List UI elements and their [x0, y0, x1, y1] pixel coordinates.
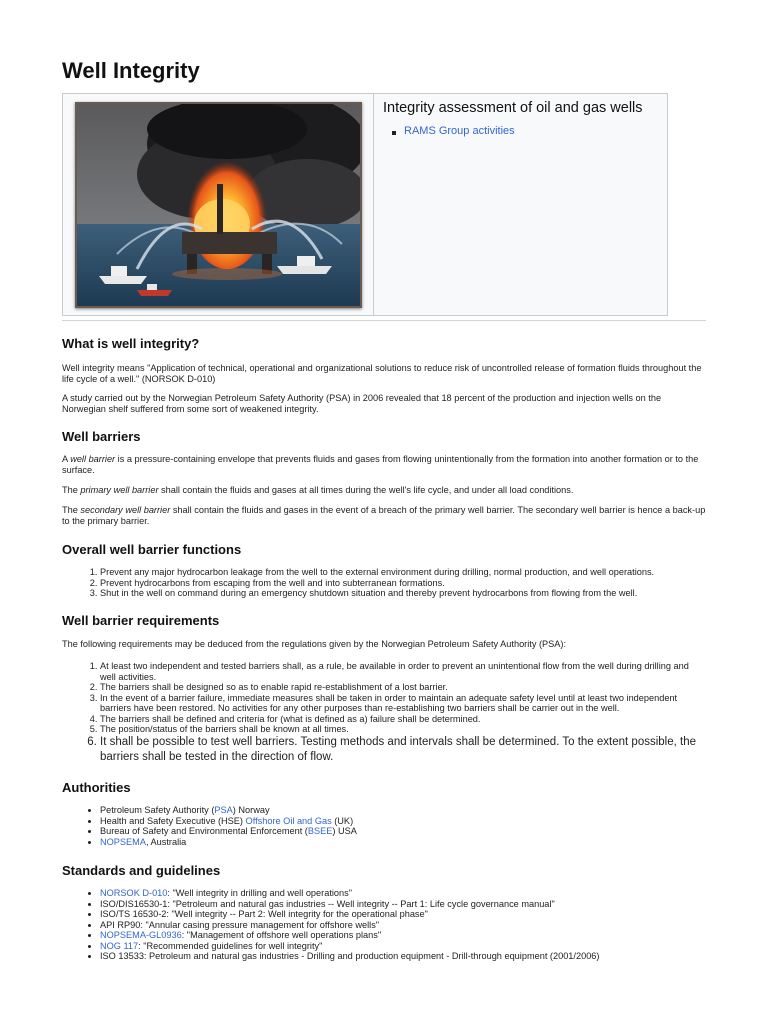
infobox [62, 93, 668, 316]
nopsema-gl0936-link[interactable]: NOPSEMA-GL0936 [100, 930, 182, 940]
section-requirements [62, 613, 706, 765]
nog-117-link[interactable]: NOG 117 [100, 940, 139, 951]
heading-what-is: What is well integrity? [62, 336, 200, 351]
offshore-oil-gas-link[interactable]: Offshore Oil and Gas [245, 815, 332, 826]
requirements-list [62, 661, 706, 765]
rig-fire-image [77, 104, 360, 306]
standards-list [62, 888, 706, 962]
barriers-paragraph-3: The secondary well barrier shall contain the fluids and gases in the event of a breach of the primary well barrier. The secondary well barrier is hence a back-up to the primary barrier. [62, 505, 706, 526]
rams-group-link[interactable]: RAMS Group activities [383, 126, 515, 137]
heading-well-barriers: Well barriers [62, 429, 141, 444]
list-item: • Health and Safety Executive (HSE) Offshore Oil and Gas (UK) [100, 816, 706, 827]
norsok-d010-link[interactable]: NORSOK D-010 [100, 888, 168, 898]
section-functions [62, 542, 706, 599]
infobox-image-cell [63, 94, 374, 315]
list-item: 5. The position/status of the barriers shall be known at all times. [100, 724, 706, 735]
list-item: 4. The barriers shall be defined and criteria for (what is defined as a) failure shall be determined. [100, 714, 706, 725]
infobox-links [383, 126, 515, 137]
list-item: • NORSOK D-010: "Well integrity in drilling and well operations" [100, 888, 706, 899]
list-item: • Bureau of Safety and Environmental Enforcement (BSEE) USA [100, 826, 706, 837]
term-well-barrier: well barrier [70, 454, 116, 464]
heading-requirements: Well barrier requirements [62, 613, 220, 628]
section-what-is [62, 336, 706, 415]
nopsema-link[interactable]: NOPSEMA [100, 836, 146, 847]
barriers-paragraph-1: A well barrier is a pressure-containing envelope that prevents fluids and gases from flowing unintentionally from the formation into another formation or to the surface. [62, 454, 699, 475]
list-item: • NOPSEMA-GL0936: "Management of offshore well operations plans" [100, 930, 706, 941]
section-authorities [62, 780, 706, 847]
authorities-list [62, 805, 706, 847]
list-item: • API RP90: "Annular casing pressure management for offshore wells" [100, 920, 706, 931]
list-item: • ISO/TS 16530-2: "Well integrity -- Part 2: Well integrity for the operational phase" [100, 909, 706, 920]
barriers-paragraph-2: The primary well barrier shall contain the fluids and gases at all times during the well's life cycle, and under all load conditions. [62, 485, 574, 495]
list-item: 6. It shall be possible to test well barriers. Testing methods and intervals shall be determined. To the extent possible, the barriers shall be tested in the direction of flow. [100, 735, 706, 765]
bsee-link[interactable]: BSEE [307, 826, 333, 836]
heading-authorities: Authorities [62, 780, 131, 795]
infobox-title: Integrity assessment of oil and gas wells [383, 100, 643, 116]
term-secondary-barrier: secondary well barrier [80, 505, 171, 515]
requirements-intro: The following requirements may be deduced from the regulations given by the Norwegian Petroleum Safety Authority (PSA): [62, 639, 567, 649]
term-primary-barrier: primary well barrier [80, 485, 159, 495]
heading-functions: Overall well barrier functions [62, 542, 242, 557]
rig-fire-photo[interactable] [75, 102, 362, 308]
list-item: • NOG 117: "Recommended guidelines for well integrity" [100, 941, 706, 952]
list-item: • Petroleum Safety Authority (PSA) Norway [100, 805, 706, 816]
list-item: • NOPSEMA, Australia [100, 837, 706, 848]
list-item: 1. Prevent any major hydrocarbon leakage from the well to the external environment during drilling, normal production, and well operations. [100, 567, 706, 578]
section-standards [62, 863, 706, 962]
psa-link[interactable]: PSA [214, 805, 233, 815]
list-item: 2. The barriers shall be designed so as to enable rapid re-establishment of a lost barrier. [100, 682, 706, 693]
list-item: 1. At least two independent and tested barriers shall, as a rule, be available in order to prevent an unintentional flow from the well during drilling and well activities. [100, 661, 706, 682]
list-item: • ISO 13533: Petroleum and natural gas industries - Drilling and production equipment - Drill-through equipment (2001/2006) [100, 951, 706, 962]
what-is-paragraph-1: Well integrity means "Application of technical, operational and organizational solutions to reduce risk of uncontrolled release of formation fluids throughout the life cycle of a well." (NORSOK D-010) [62, 363, 702, 384]
functions-list [62, 567, 706, 599]
list-item: 2. Prevent hydrocarbons from escaping from the well and into subterranean formations. [100, 578, 706, 589]
section-well-barriers [62, 429, 706, 527]
list-item: • ISO/DIS16530-1: "Petroleum and natural gas industries -- Well integrity -- Part 1: Life cycle governance manual" [100, 899, 706, 910]
list-item: 3. Shut in the well on command during an emergency shutdown situation and thereby prevent hydrocarbons from flowing from the well. [100, 588, 706, 599]
divider [62, 320, 706, 321]
page-title: Well Integrity [62, 58, 200, 83]
heading-standards: Standards and guidelines [62, 863, 221, 878]
list-item: 3. In the event of a barrier failure, immediate measures shall be taken in order to maintain an adequate safety level until at least two independent barriers have been restored. No activities for any other purposes than re-establishing two barriers shall be carrier out in the well. [100, 693, 706, 714]
what-is-paragraph-2: A study carried out by the Norwegian Petroleum Safety Authority (PSA) in 2006 revealed that 18 percent of the production and injection wells on the Norwegian shelf suffered from some sort of weakened integrity. [62, 393, 662, 414]
